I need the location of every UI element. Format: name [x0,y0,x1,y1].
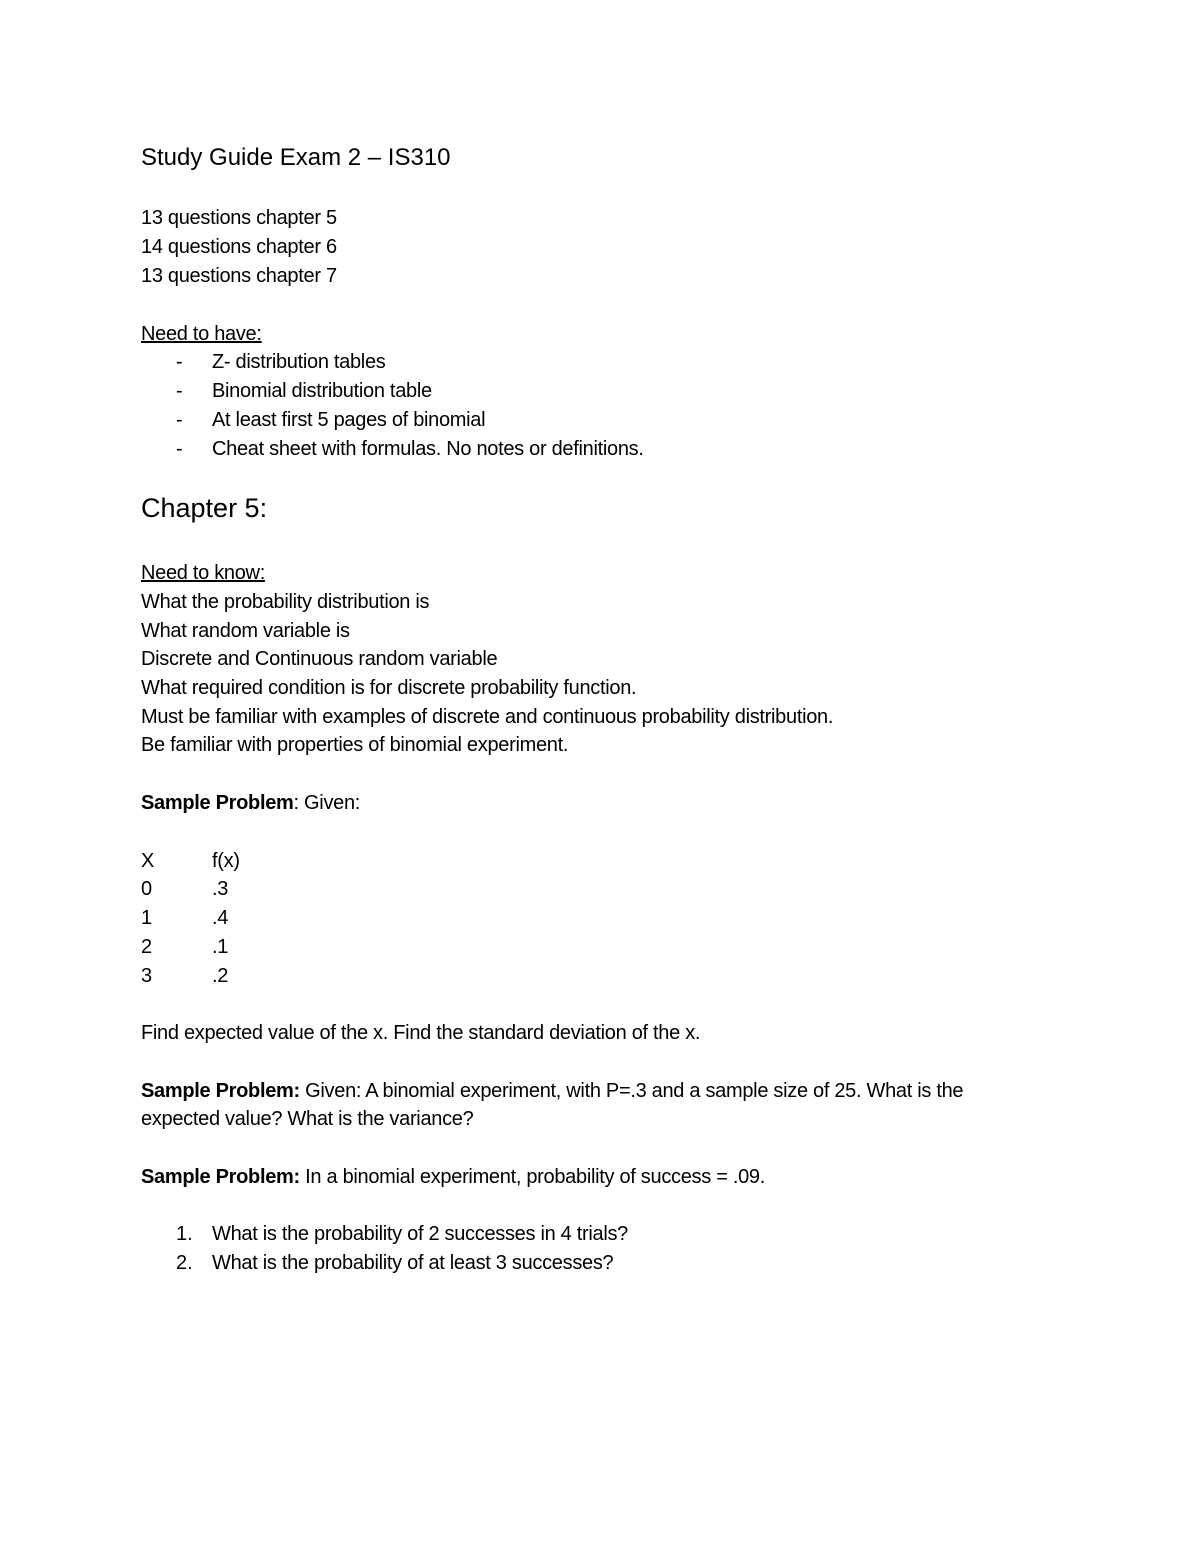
list-item: Cheat sheet with formulas. No notes or definitions. [212,438,644,460]
need-to-know-item: What required condition is for discrete probability function. [141,677,637,699]
bullet-dash: - [176,409,183,431]
list-item: At least first 5 pages of binomial [212,409,486,431]
chapter-heading: Chapter 5: [141,493,268,523]
list-item: What is the probability of at least 3 successes? [212,1252,614,1274]
bullet-dash: - [176,351,183,373]
sample-problem-label: Sample Problem: [141,1080,300,1102]
table-cell-x: 3 [141,965,152,987]
sample-problem-2-line2: expected value? What is the variance? [141,1108,474,1130]
list-item: Z- distribution tables [212,351,386,373]
table-cell-fx: .3 [212,878,229,900]
table-header-row [141,849,240,873]
list-number: 1. [176,1223,193,1245]
need-to-know-item: Be familiar with properties of binomial experiment. [141,734,569,756]
list-item: What is the probability of 2 successes in 4 trials? [212,1223,629,1245]
need-to-know-item: Must be familiar with examples of discrete and continuous probability distribution. [141,706,834,728]
sample-problem-text: : Given: [293,792,361,814]
question-count-line: 13 questions chapter 7 [141,265,337,287]
need-to-know-heading: Need to know: [141,562,265,584]
bullet-dash: - [176,438,183,460]
need-to-know-item: Discrete and Continuous random variable [141,648,498,670]
table-cell-x: 0 [141,878,152,900]
table-header-x: X [141,850,155,872]
need-to-know-item: What the probability distribution is [141,591,430,613]
sample-problem-1-question: Find expected value of the x. Find the standard deviation of the x. [141,1022,701,1044]
bullet-dash: - [176,380,183,402]
need-to-have-heading: Need to have: [141,323,262,345]
table-cell-x: 2 [141,936,152,958]
sample-problem-label: Sample Problem [141,792,294,814]
table-cell-fx: .2 [212,965,229,987]
sample-problem-2-line1 [141,1079,963,1103]
table-cell-fx: .1 [212,936,229,958]
sample-problem-3 [141,1165,765,1189]
question-count-line: 14 questions chapter 6 [141,236,337,258]
table-cell-fx: .4 [212,907,229,929]
sample-problem-text: Given: A binomial experiment, with P=.3 and a sample size of 25. What is the [299,1080,964,1102]
table-row [141,877,229,901]
list-number: 2. [176,1252,193,1274]
sample-problem-label: Sample Problem: [141,1166,300,1188]
table-cell-x: 1 [141,907,152,929]
document-title: Study Guide Exam 2 – IS310 [141,144,451,171]
sample-problem-1 [141,791,360,815]
table-header-fx: f(x) [212,850,240,872]
sample-problem-text: In a binomial experiment, probability of success = .09. [299,1166,766,1188]
question-count-line: 13 questions chapter 5 [141,207,337,229]
need-to-know-item: What random variable is [141,620,350,642]
table-row [141,964,229,988]
table-row [141,906,229,930]
list-item: Binomial distribution table [212,380,432,402]
table-row [141,935,229,959]
